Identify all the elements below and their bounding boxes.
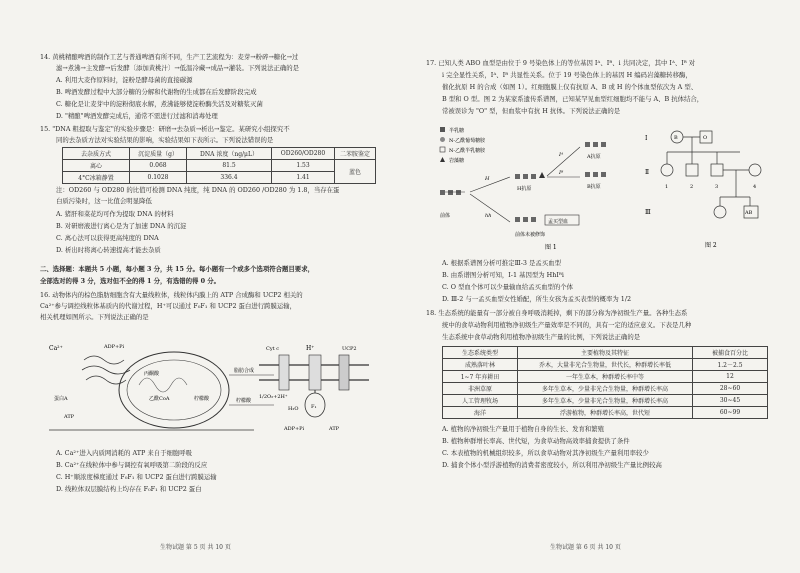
q16-option-b: B. Ca²⁺在线粒体中参与调控有氧呼吸第二阶段的反应: [56, 461, 208, 469]
fig1-caption: 图 1: [545, 244, 557, 251]
q18-table: [442, 346, 768, 419]
table-cell: 1.53: [272, 160, 335, 172]
svg-text:Iᴮ: Iᴮ: [559, 170, 564, 176]
pedigree-label-ab: AB: [745, 210, 753, 216]
table-row: [443, 359, 768, 371]
fig-label-water: H₂O: [288, 406, 299, 412]
table-cell: 81.5: [187, 160, 272, 172]
mitochondrion-icon: [119, 352, 229, 428]
table-header: 去杂质方式: [63, 148, 130, 160]
q17-option-c: C. O 型血个体可以少量输血给孟买血型的个体: [442, 283, 574, 291]
fig-label-atp2: ATP: [329, 426, 340, 432]
fig2-caption: 图 2: [705, 242, 717, 249]
legend-label: N-乙酰半乳糖胺: [449, 148, 486, 154]
table-cell: 人工管理牧场: [443, 395, 518, 407]
q15-stem-line-1: 15. "DNA 粗提取与鉴定"的实验步骤是：研磨→去杂质→析出→鉴定。某研究小组探究不: [40, 125, 290, 133]
fig-label-h: H⁺: [306, 345, 315, 352]
pedigree-num: 2: [690, 184, 694, 190]
table-cell: 多年生草本，少量非光合生物量，种群增长率高: [518, 383, 693, 395]
fig1-h-antigen-label: H抗原: [517, 186, 532, 192]
table-row: [443, 395, 768, 407]
table-cell: 0.068: [130, 160, 187, 172]
right-page: [400, 0, 800, 573]
svg-text:hh: hh: [485, 213, 492, 219]
fig-label-cyt: Cyt c: [266, 346, 280, 352]
q16-stem-line-2: Ca²⁺参与调控线粒体基质内的代谢过程，H⁺可以通过 F₀F₁ 和 UCP2 蛋白进行跨膜运输，: [40, 302, 297, 310]
q15-option-c: C. 离心法可以获得更高纯度的 DNA: [56, 234, 159, 242]
q16-option-c: C. H⁺顺浓度梯度通过 F₀F₁ 和 UCP2 蛋白进行跨膜运输: [56, 473, 217, 481]
q14-option-d: D. "精酿"啤酒发酵完成后，通常不需进行过滤和消毒处理: [56, 112, 218, 120]
table-cell: 海洋: [443, 407, 518, 419]
table-row: [443, 371, 768, 383]
fig-label-krebs: 柠檬酸: [194, 396, 210, 402]
table-cell: 4°C冰箱静置: [63, 172, 130, 184]
q17-option-a: A. 根据系谱图分析可推定Ⅲ-3 是孟买血型: [442, 259, 561, 267]
fig-label-h2o-left: 1/2O₂+2H⁺: [259, 394, 288, 400]
table-header-row: [63, 148, 376, 160]
q17-stem-line-5: 常被误诊为 "O" 型，但血浆中有抗 H 抗体。下列说法正确的是: [442, 107, 621, 115]
legend-galactose-icon: [440, 127, 445, 132]
q16-option-a: A. Ca²⁺进入内质网消耗的 ATP 来自于细胞呼吸: [56, 449, 193, 457]
fig1-bombay-label: 孟买型血: [548, 219, 569, 225]
q14-stem-line-1: 14. 黄桃精酿啤酒的制作工艺与普通啤酒有所不同，生产工艺流程为：麦芽→粉碎→糖化→过: [40, 53, 299, 61]
fig-label-ca: Ca²⁺: [49, 345, 63, 352]
q17-figure-1: [435, 122, 640, 252]
legend-label: 岩藻糖: [449, 158, 465, 164]
table-cell: 浮游植物，种群增长率高，世代短: [518, 407, 693, 419]
table-row: [63, 160, 376, 172]
fig-label-citrate: 柠檬酸: [236, 398, 252, 404]
table-header: 生态系统类型: [443, 347, 518, 359]
legend-label: N-乙酰葡萄糖胺: [449, 138, 486, 144]
q17-stem-line-2: i 完全显性关系，Iᴬ、Iᴮ 共显性关系。位于 19 号染色体上的基因 H 编码岩藻糖转移酶，: [442, 71, 692, 79]
q17-figure-2-pedigree: [645, 122, 775, 252]
fig-label-f: F₁: [311, 404, 317, 410]
pedigree-label-b: B: [674, 135, 678, 141]
table-row: [443, 407, 768, 419]
table-cell: 多年生草本，少量非光合生物量，种群增长率高: [518, 395, 693, 407]
q15-table: [62, 147, 376, 184]
section-2-heading-line-2: 全部选对的得 3 分，选对但不全的得 1 分，有选错的得 0 分。: [40, 277, 221, 285]
table-header: 二苯胺鉴定: [335, 148, 376, 160]
table-header: OD260/OD280: [272, 148, 335, 160]
table-header: 被捕食百分比: [693, 347, 768, 359]
table-cell: 离心: [63, 160, 130, 172]
pedigree-gen-3: Ⅲ: [645, 209, 651, 216]
right-page-footer: 生物试题 第 6 页 共 10 页: [550, 544, 621, 551]
q18-option-a: A. 植物的净初级生产量用于植物自身的生长、发育和繁殖: [442, 425, 605, 433]
q15-option-b: B. 对研磨液进行离心是为了加速 DNA 的沉淀: [56, 222, 187, 230]
fig-label-adp2: ADP+Pi: [284, 426, 305, 432]
q17-stem-line-1: 17. 已知人类 ABO 血型是由位于 9 号染色体上的等位基因 Iᴬ、Iᴮ、i 共同决定，其中 Iᴬ、Iᴮ 对: [426, 59, 696, 67]
q18-option-d: D. 捕食个体小型浮游植物的消费者密度较小，所以利用净初级生产量比例较高: [442, 461, 662, 469]
table-cell: 乔木，大量非光合生物量，世代长，种群增长率低: [518, 359, 693, 371]
table-cell: 12: [693, 371, 768, 383]
table-cell: 一年生草本，种群增长率中等: [518, 371, 693, 383]
q16-stem-line-3: 相关机理如图所示。下列说法正确的是: [40, 313, 149, 321]
table-header-row: [443, 347, 768, 359]
q14-stem-line-2: 滤→煮沸→主发酵→后发酵〔添加黄桃汁〕→低温冷藏→成品→灌装。下列说法正确的是: [56, 64, 300, 72]
q18-option-b: B. 植物种群增长率高、世代短，为食草动物高效率捕食提供了条件: [442, 437, 630, 445]
pedigree-num: 3: [715, 184, 719, 190]
pedigree-num: 1: [665, 184, 669, 190]
pedigree-num: 4: [753, 184, 757, 190]
q18-stem-line-2: 统中的食草动物利用植物净初级生产量效率是不同的，具有一定的适应意义。下表是几种: [442, 321, 692, 329]
fig1-b-antigen-label: B抗原: [587, 184, 601, 190]
pedigree-gen-1: Ⅰ: [645, 135, 648, 142]
section-2-heading-line-1: 二、选择题：本题共 5 小题，每小题 3 分，共 15 分。每小题有一个或多个选项符合题目要求，: [40, 265, 314, 273]
fig-label-pyruvate: 丙酮酸: [144, 371, 160, 377]
fig-label-protein: 蛋白A: [54, 396, 68, 402]
legend-galnac-icon: [440, 147, 445, 152]
table-cell: 30~45: [693, 395, 768, 407]
legend-glcnac-icon: [440, 137, 445, 142]
legend-label: 半乳糖: [449, 128, 465, 134]
endoplasmic-reticulum-icon: [82, 356, 130, 384]
table-header: DNA 浓度（ng/μL）: [187, 148, 272, 160]
q16-option-d: D. 线粒体双层膜结构上均存在 F₀F₁ 和 UCP2 蛋白: [56, 485, 202, 493]
q18-stem-line-1: 18. 生态系统的能量有一部分被自身呼吸消耗掉，剩下的部分称为净初级生产量。各种生态系: [426, 309, 688, 317]
q15-option-d: D. 析出时将离心转速提高才能去杂质: [56, 246, 161, 254]
table-cell: 336.4: [187, 172, 272, 184]
q17-stem-line-3: 催化抗原 H 的合成（如图 1）。红细胞膜上仅有抗原 A、B 或 H 的个体血型依次为 A 型、: [442, 83, 698, 91]
table-cell: 1.2－2.5: [693, 359, 768, 371]
q15-stem-line-2: 同的去杂质方法对实验结果的影响，实验结果如下表所示。下列说法错误的是: [56, 136, 274, 144]
q17-stem-line-4: B 型和 O 型。图 2 为某家系遗传系谱图，已知某罕见血型红细胞均不能与 A、B 抗体结合，: [442, 95, 704, 103]
fig-label-acoa: 乙酰CoA: [149, 396, 170, 402]
fig-label-ucp2: UCP2: [342, 346, 357, 352]
q18-stem-line-3: 生态系统中食草动物利用植物净初级生产量的比例，下列说法正确的是: [442, 333, 641, 341]
q17-option-b: B. 由系谱图分析可知，Ⅰ-1 基因型为 HhIᴮi: [442, 271, 564, 279]
fig1-a-antigen-label: A抗原: [587, 154, 601, 160]
table-row: [443, 383, 768, 395]
q14-option-c: C. 糖化是让麦芽中的淀粉彻底水解，煮沸能够使淀粉酶失活及对糖浆灭菌: [56, 100, 263, 108]
svg-text:Iᴬ: Iᴬ: [559, 152, 564, 158]
fig1-bombay-note: 前体未被修饰: [515, 232, 546, 238]
svg-text:H: H: [485, 176, 490, 182]
fig-label-adp: ADP+Pi: [104, 344, 125, 350]
q15-note-line-2: 白质污染时，这一比值会明显降低: [56, 197, 152, 205]
table-row: [63, 172, 376, 184]
pedigree-gen-2: Ⅱ: [645, 169, 650, 176]
table-cell: 0.1028: [130, 172, 187, 184]
table-header: 沉淀质量（g）: [130, 148, 187, 160]
table-cell-merged: 蓝色: [335, 160, 376, 184]
table-header: 主要植物及其特征: [518, 347, 693, 359]
q15-option-a: A. 猪肝和菜花均可作为提取 DNA 的材料: [56, 210, 174, 218]
q16-stem-line-1: 16. 动物体内的棕色脂肪细胞含有大量线粒体，线粒体内膜上的 ATP 合成酶和 UCP2 相关的: [40, 291, 303, 299]
q14-option-a: A. 利用大麦作原料时，淀粉是酵母菌的直接碳源: [56, 76, 193, 84]
table-cell: 1.41: [272, 172, 335, 184]
fig1-precursor-label: 前体: [440, 213, 451, 219]
table-cell: 28~60: [693, 383, 768, 395]
q17-option-d: D. Ⅲ-2 与一孟买血型女性婚配，所生女孩为孟买表型的概率为 1/2: [442, 295, 632, 303]
fig-label-atp: ATP: [64, 414, 75, 420]
table-cell: 1~7 年弃耕田: [443, 371, 518, 383]
table-cell: 非洲草原: [443, 383, 518, 395]
table-cell: 60~99: [693, 407, 768, 419]
q15-note-line-1: 注：OD260 与 OD280 的比值可检测 DNA 纯度，纯 DNA 的 OD260 /OD280 为 1.8，当存在蛋: [56, 186, 340, 194]
pedigree-label-o: O: [703, 135, 708, 141]
q16-figure: [44, 330, 374, 440]
table-cell: 成熟落叶林: [443, 359, 518, 371]
q18-option-c: C. 本表植物的机械组织较多，所以食草动物对其净初级生产量利用率较少: [442, 449, 649, 457]
q14-option-b: B. 啤酒发酵过程中大部分糖的分解和代谢物的生成都在后发酵阶段完成: [56, 88, 257, 96]
left-page-footer: 生物试题 第 5 页 共 10 页: [160, 544, 231, 551]
legend: [440, 127, 485, 164]
legend-fucose-icon: [440, 157, 445, 162]
fig-label-fat: 脂肪合成: [234, 368, 255, 374]
